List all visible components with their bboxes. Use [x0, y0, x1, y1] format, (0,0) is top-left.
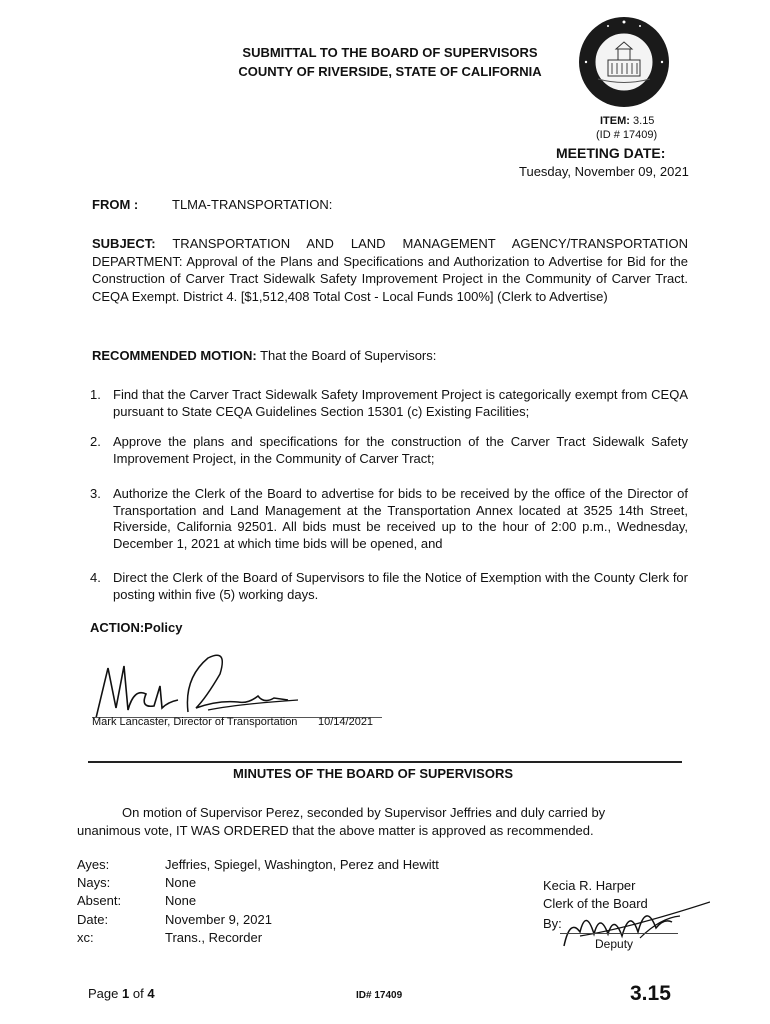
minutes-text-line-1: On motion of Supervisor Perez, seconded by Supervisor Jeffries and duly carried by [122, 805, 606, 820]
list-item [90, 486, 690, 554]
minutes-divider [88, 761, 682, 763]
list-item-text: Approve the plans and specifications for the construction of the Carver Tract Sidewalk Safety Improvement Project, in the Community of Carver Tract; [113, 434, 688, 466]
motion-text: That the Board of Supervisors: [260, 348, 437, 363]
xc-value: Trans., Recorder [165, 930, 263, 945]
from-value: TLMA-TRANSPORTATION: [172, 197, 333, 212]
item-value: 3.15 [633, 115, 655, 127]
page-number: 1 [122, 986, 130, 1001]
minutes-title: MINUTES OF THE BOARD OF SUPERVISORS [233, 766, 514, 781]
list-item [90, 387, 690, 421]
signature-date: 10/14/2021 [318, 716, 374, 728]
page-prefix: Page [88, 986, 119, 1001]
list-item-number: 4. [90, 570, 101, 585]
date-label: Date: [77, 912, 109, 927]
recommended-motion [92, 348, 436, 363]
deputy-label: Deputy [595, 937, 634, 951]
list-item [90, 434, 690, 468]
clerk-signature-line [560, 933, 678, 934]
list-item-text: Find that the Carver Tract Sidewalk Safety Improvement Project is categorically exempt from CEQA pursuant to State CEQA Guidelines Section 15301 (c) Existing Facilities; [113, 387, 688, 419]
by-label: By: [543, 916, 562, 931]
list-item-number: 1. [90, 387, 101, 402]
minutes-text-line-2: unanimous vote, IT WAS ORDERED that the above matter is approved as recommended. [77, 823, 594, 838]
page-indicator [88, 986, 155, 1001]
clerk-signature-icon [560, 888, 710, 958]
meeting-date-value: Tuesday, November 09, 2021 [519, 164, 689, 179]
absent-label: Absent: [77, 893, 122, 908]
county-seal-icon [578, 16, 670, 108]
motion-label: RECOMMENDED MOTION: [92, 348, 257, 363]
clerk-title: Clerk of the Board [543, 896, 648, 911]
page-of: of [132, 986, 144, 1001]
subject-block [92, 235, 688, 305]
nays-label: Nays: [77, 875, 111, 890]
date-value: November 9, 2021 [165, 912, 272, 927]
subject-label: SUBJECT: [92, 236, 156, 251]
list-item-number: 3. [90, 486, 101, 501]
item-label-row [600, 115, 654, 127]
meeting-date-label: MEETING DATE: [556, 145, 666, 161]
absent-value: None [165, 893, 197, 908]
footer-id: ID# 17409 [356, 990, 403, 1001]
header-line-2: COUNTY OF RIVERSIDE, STATE OF CALIFORNIA [238, 64, 542, 79]
footer-item-number: 3.15 [630, 982, 671, 1005]
header-line-1: SUBMITTAL TO THE BOARD OF SUPERVISORS [242, 45, 538, 60]
ayes-label: Ayes: [77, 857, 110, 872]
clerk-name: Kecia R. Harper [543, 878, 636, 893]
list-item-text: Authorize the Clerk of the Board to advertise for bids to be received by the office of the Director of Transportation and Land Management at the Transportation Annex located at 3525 14th Street, Riverside, California 92501. All bids must be received up to the hour of 2:00 p.m., Wednesday, December 1, 2021 at which time bids will be opened, and [113, 486, 688, 551]
ayes-value: Jeffries, Spiegel, Washington, Perez and Hewitt [165, 857, 439, 872]
subject-text: TRANSPORTATION AND LAND MANAGEMENT AGENCY/TRANSPORTATION DEPARTMENT: Approval of the Plans and Specifications and Authorization to Advertise for Bid for the Construction of Carver Tract Sidewalk Safety Improvement Project in the Community of Carver Tract. CEQA Exempt. District 4. [$1,512,408 Total Cost - Local Funds 100%] (Clerk to Advertise) [92, 236, 688, 304]
signer-name: Mark Lancaster, Director of Transportation [92, 716, 298, 728]
list-item-text: Direct the Clerk of the Board of Supervisors to file the Notice of Exemption with the County Clerk for posting within five (5) working days. [113, 570, 688, 602]
list-item [90, 570, 690, 604]
page-total: 4 [147, 986, 155, 1001]
item-label: ITEM: [600, 115, 630, 127]
list-item-number: 2. [90, 434, 101, 449]
xc-label: xc: [77, 930, 94, 945]
item-id: (ID # 17409) [596, 129, 658, 141]
nays-value: None [165, 875, 197, 890]
from-label: FROM : [92, 197, 139, 212]
action-label: ACTION:Policy [90, 620, 183, 635]
